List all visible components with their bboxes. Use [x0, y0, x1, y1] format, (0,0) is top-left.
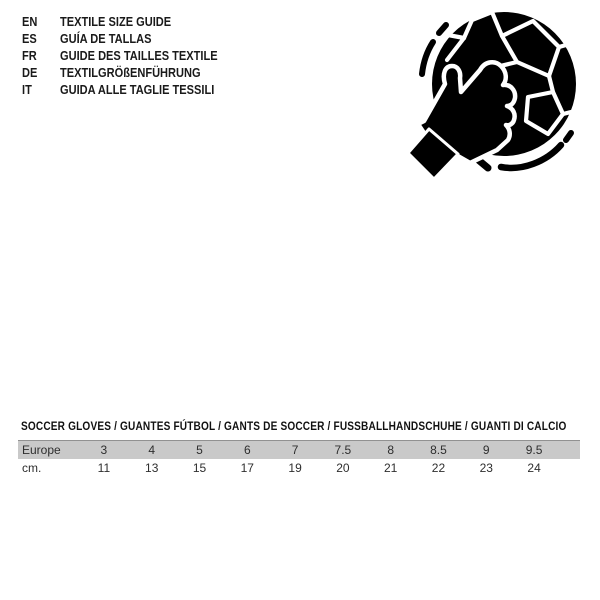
cm-size: 17 — [240, 461, 254, 475]
europe-size: 9.5 — [525, 443, 543, 457]
europe-size: 3 — [100, 443, 108, 457]
language-code: IT — [22, 82, 32, 97]
cm-size: 21 — [384, 461, 398, 475]
language-list — [22, 13, 245, 98]
cm-size: 20 — [336, 461, 350, 475]
europe-size: 8.5 — [430, 443, 447, 457]
cm-size: 24 — [527, 461, 541, 475]
language-row-de — [22, 64, 245, 81]
europe-size: 7 — [291, 443, 299, 457]
row-label-europe: Europe — [22, 443, 61, 457]
cm-size: 23 — [479, 461, 493, 475]
row-padding — [558, 441, 580, 460]
size-row-europe — [18, 441, 580, 460]
cm-size: 11 — [97, 461, 111, 475]
europe-size: 4 — [148, 443, 156, 457]
glove-ball-icon — [400, 4, 580, 190]
europe-size: 8 — [387, 443, 395, 457]
language-row-fr — [22, 47, 245, 64]
language-code: EN — [22, 14, 38, 29]
size-table-title: SOCCER GLOVES / GUANTES FÚTBOL / GANTS DE SOCCER / FUSSBALLHANDSCHUHE / GUANTI DI CALCIO — [21, 419, 567, 433]
europe-size: 6 — [243, 443, 251, 457]
language-label: TEXTILE SIZE GUIDE — [60, 14, 172, 29]
language-row-es — [22, 30, 245, 47]
europe-size: 9 — [482, 443, 490, 457]
cm-size: 13 — [145, 461, 159, 475]
language-label: GUIDE DES TAILLES TEXTILE — [60, 48, 218, 63]
cm-size: 19 — [288, 461, 302, 475]
europe-size: 5 — [196, 443, 203, 457]
size-row-cm — [18, 459, 580, 477]
language-row-en — [22, 13, 245, 30]
size-table — [18, 440, 580, 477]
language-label: GUIDA ALLE TAGLIE TESSILI — [60, 82, 215, 97]
language-code: ES — [22, 31, 37, 46]
language-label: TEXTILGRÖßENFÜHRUNG — [60, 65, 201, 80]
row-label-cm: cm. — [22, 461, 42, 475]
europe-size: 7.5 — [334, 443, 352, 457]
cm-size: 22 — [431, 461, 446, 475]
row-padding — [558, 459, 580, 477]
language-code: FR — [22, 48, 37, 63]
language-label: GUÍA DE TALLAS — [60, 31, 152, 46]
language-code: DE — [22, 65, 38, 80]
language-row-it — [22, 81, 245, 98]
cm-size: 15 — [192, 461, 207, 475]
